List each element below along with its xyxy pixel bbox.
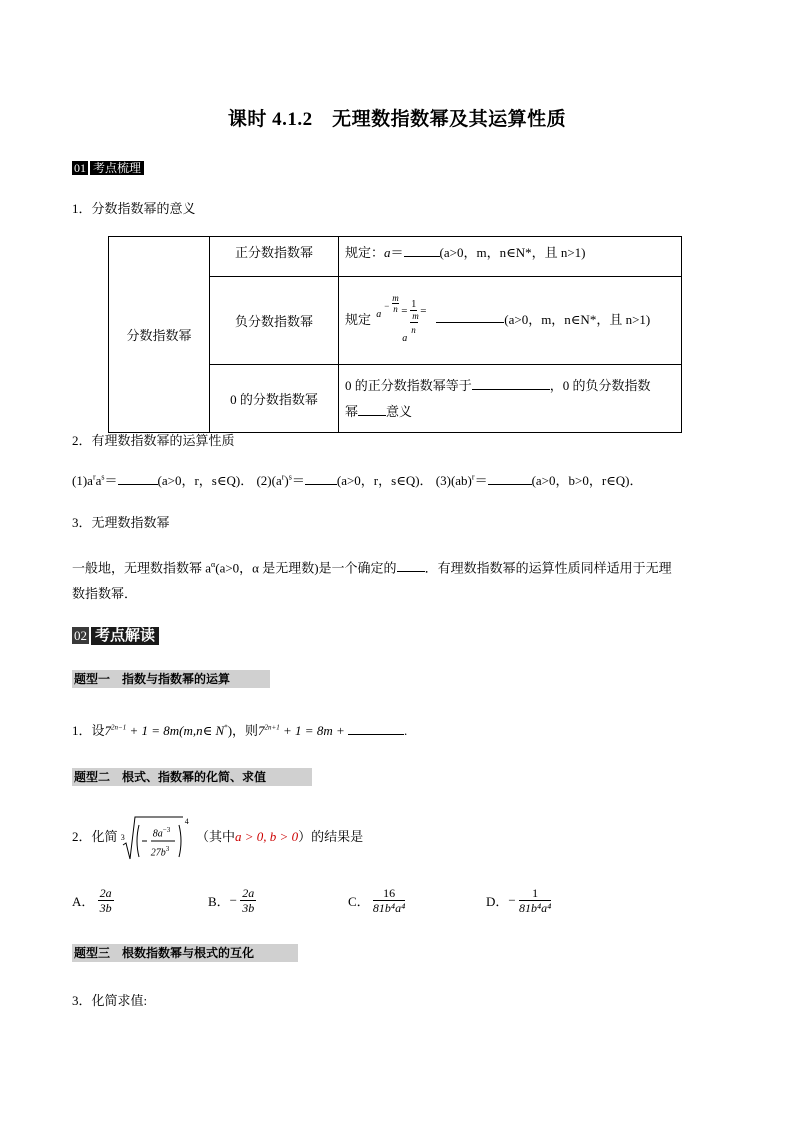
question-2: 2．化简 3 $8a^{-3}$ $27b^3$ 4 （其中a > 0, b > 0）的结果是 [72, 812, 363, 862]
section-number: 01 [74, 161, 86, 175]
irrational-exponent-paragraph: 一般地，无理数指数幂 $a^\alpha(a>0$，α 是无理数)是一个确定的 ．有理数指数幂的运算性质同样适用于无理 数指数幂． [72, 560, 672, 602]
answer-blank [404, 244, 440, 257]
question-1: 1．设$7^{2n-1} + 1$ = 8m(m,n∈ N*)，则$7^{2n+1} + 1 = 8m$ + . [72, 723, 408, 738]
table-cell-neg-name: 负分数指数幂 [210, 277, 339, 365]
section-label: 考点解读 [91, 627, 159, 645]
table-cell-pos-name: 正分数指数幂 [210, 237, 339, 277]
section-label: 考点梳理 [90, 161, 144, 175]
page-title: 课时 4.1.2 无理数指数幂及其运算性质 [227, 109, 567, 130]
answer-blank [436, 310, 504, 323]
item-heading-3: 3．无理数指数幂 [72, 515, 170, 530]
exponent-properties: $(1)a^ra^s= (a>0$，r，s∈Q)． $(2)(a^r)^s= (a>0$，r，s∈Q)． (3)(ab)$^r$＝ (a>0，b>0，r∈Q)． [72, 472, 643, 488]
answer-blank [305, 472, 337, 485]
table-cell-zero-name: 0 的分数指数幂 [210, 365, 339, 433]
answer-blank [488, 472, 532, 485]
answer-blank [348, 722, 404, 735]
radical-expression: 3 $8a^{-3}$ $27b^3$ 4 [121, 815, 193, 861]
question-type-bar-2: 题型二 根式、指数幂的化简、求值 [72, 768, 312, 786]
table-cell-zero-rule: 0 的正分数指数幂等于 ，0 的负分数指数 幂 意义 [339, 365, 682, 433]
fraction-exponent-table [108, 236, 682, 433]
answer-blank [118, 472, 158, 485]
question-3: 3．化简求值: [72, 993, 148, 1008]
condition-math: a > 0, b > 0 [235, 829, 299, 844]
table-cell-pos-rule: 规定：a＝ (a>0，m，n∈N*，且 n>1) [339, 237, 682, 277]
table-row-header: 分数指数幂 [109, 237, 210, 433]
option-c[interactable]: C． $\frac{16}{\text{81b⁴a⁴}}$ [348, 886, 406, 915]
section-badge-2 [72, 626, 159, 646]
answer-blank [397, 559, 425, 572]
neg-exponent-formula: a − m n = 1 m n a = [376, 292, 427, 344]
item-heading-1: 1．分数指数幂的意义 [72, 201, 196, 216]
option-d[interactable]: D．− $\frac{1}{\text{81b⁴a⁴}}$ [486, 886, 552, 915]
answer-options [72, 886, 632, 922]
answer-blank [358, 403, 386, 416]
item-heading-2: 2．有理数指数幂的运算性质 [72, 433, 235, 448]
question-type-bar-1: 题型一 指数与指数幂的运算 [72, 670, 270, 688]
question-type-bar-3: 题型三 根数指数幂与根式的互化 [72, 944, 298, 962]
answer-blank [472, 377, 550, 390]
section-number: 02 [74, 628, 87, 643]
section-badge-1 [72, 160, 144, 176]
option-b[interactable]: B．− $\frac{2a}{3b}$ [208, 886, 255, 915]
option-a[interactable]: A． $\frac{2a}{3b}$ [72, 886, 112, 915]
table-cell-neg-rule: 规定 a − m n = 1 m n a = (a>0，m，n∈N*，且 n>1) [339, 277, 682, 365]
